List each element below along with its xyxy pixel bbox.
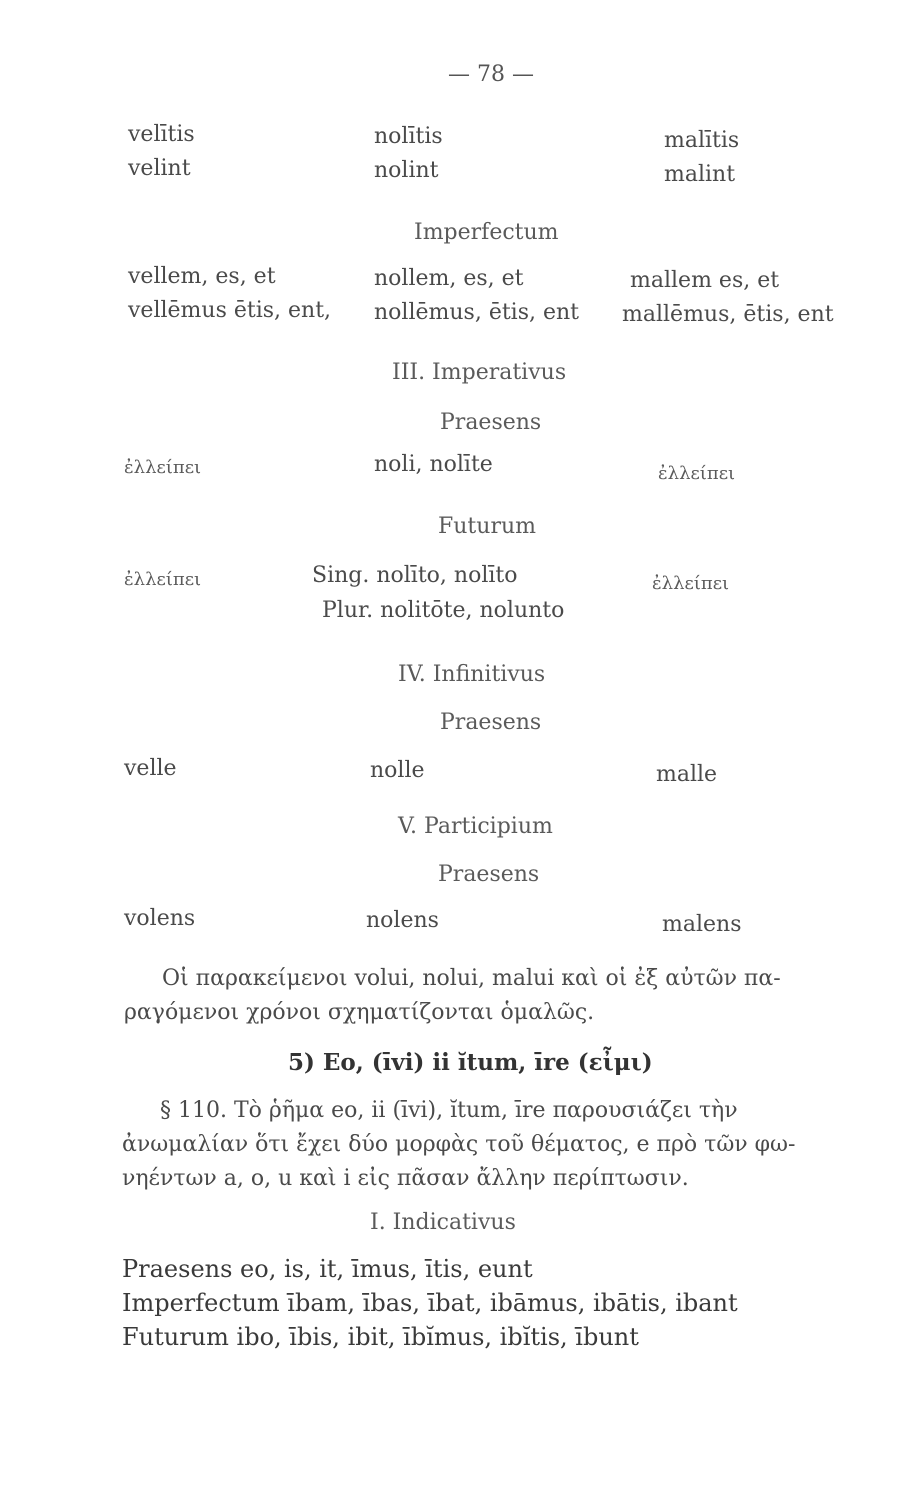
paragraph-line: νηέντων a, o, u καὶ i εἰς πᾶσαν ἄλλην περίπτωσιν. (122, 1166, 689, 1191)
section-title: 5) Eo, (īvi) ii ĭtum, īre (εἶμι) (288, 1049, 653, 1076)
conj-cell: velītis (128, 122, 195, 147)
conj-cell: Sing. nolīto, nolīto (312, 563, 518, 588)
indicativus-line: Futurum ibo, ībis, ibit, ībĭmus, ibĭtis, ībunt (122, 1323, 639, 1351)
conj-cell: nolint (374, 158, 439, 183)
section-heading: III. Imperativus (392, 360, 567, 385)
section-paragraph (122, 1094, 870, 1196)
conj-cell: noli, nolīte (374, 452, 493, 477)
subsection-heading: Praesens (440, 710, 542, 735)
conj-cell: Plur. nolitōte, nolunto (322, 598, 565, 623)
conj-cell: ἐλλείπει (652, 573, 730, 594)
conj-cell: nolle (370, 758, 425, 783)
conj-cell: ἐλλείπει (124, 457, 202, 478)
paragraph-line: § 110. Τὸ ῥῆμα eo, ii (īvi), ĭtum, īre παρουσιάζει τὴν (160, 1098, 738, 1123)
conj-cell: nolītis (374, 124, 443, 149)
subsection-heading: Praesens (440, 410, 542, 435)
indicativus-block (122, 1252, 738, 1354)
conj-cell: malle (656, 762, 718, 787)
conj-cell: nolens (366, 908, 439, 933)
conj-cell: mallem es, et (630, 268, 780, 293)
page-number: — 78 — (448, 62, 534, 87)
conj-cell: malītis (664, 128, 740, 153)
conj-cell: ἐλλείπει (658, 463, 736, 484)
conj-cell: vellem, es, et (128, 264, 276, 289)
note-line: Οἱ παρακείμενοι volui, nolui, malui καὶ οἱ ἐξ αὐτῶν πα- (162, 966, 781, 991)
conj-cell: ἐλλείπει (124, 569, 202, 590)
indicativus-line: Praesens eo, is, it, īmus, ītis, eunt (122, 1255, 533, 1283)
conj-cell: mallēmus, ētis, ent (622, 302, 834, 327)
paragraph-line: ἀνωμαλίαν ὅτι ἔχει δύο μορφὰς τοῦ θέματος, e πρὸ τῶν φω- (122, 1132, 796, 1157)
conj-cell: volens (124, 906, 196, 931)
conj-cell: malint (664, 162, 736, 187)
note-line: ραγόμενοι χρόνοι σχηματίζονται ὁμαλῶς. (124, 1000, 595, 1025)
indicativus-line: Imperfectum ībam, ības, ībat, ibāmus, ibātis, ibant (122, 1289, 738, 1317)
conj-cell: nollēmus, ētis, ent (374, 300, 580, 325)
conj-cell: malens (662, 912, 742, 937)
conj-cell: vellēmus ētis, ent, (128, 298, 332, 323)
section-heading: I. Indicativus (370, 1210, 516, 1235)
section-heading: Imperfectum (414, 220, 559, 245)
conj-cell: velle (124, 756, 177, 781)
subsection-heading: Futurum (438, 514, 536, 539)
section-heading: IV. Infinitivus (398, 662, 546, 687)
subsection-heading: Praesens (438, 862, 540, 887)
section-heading: V. Participium (398, 814, 553, 839)
note-paragraph (124, 962, 862, 1030)
conj-cell: velint (128, 156, 191, 181)
conj-cell: nollem, es, et (374, 266, 524, 291)
